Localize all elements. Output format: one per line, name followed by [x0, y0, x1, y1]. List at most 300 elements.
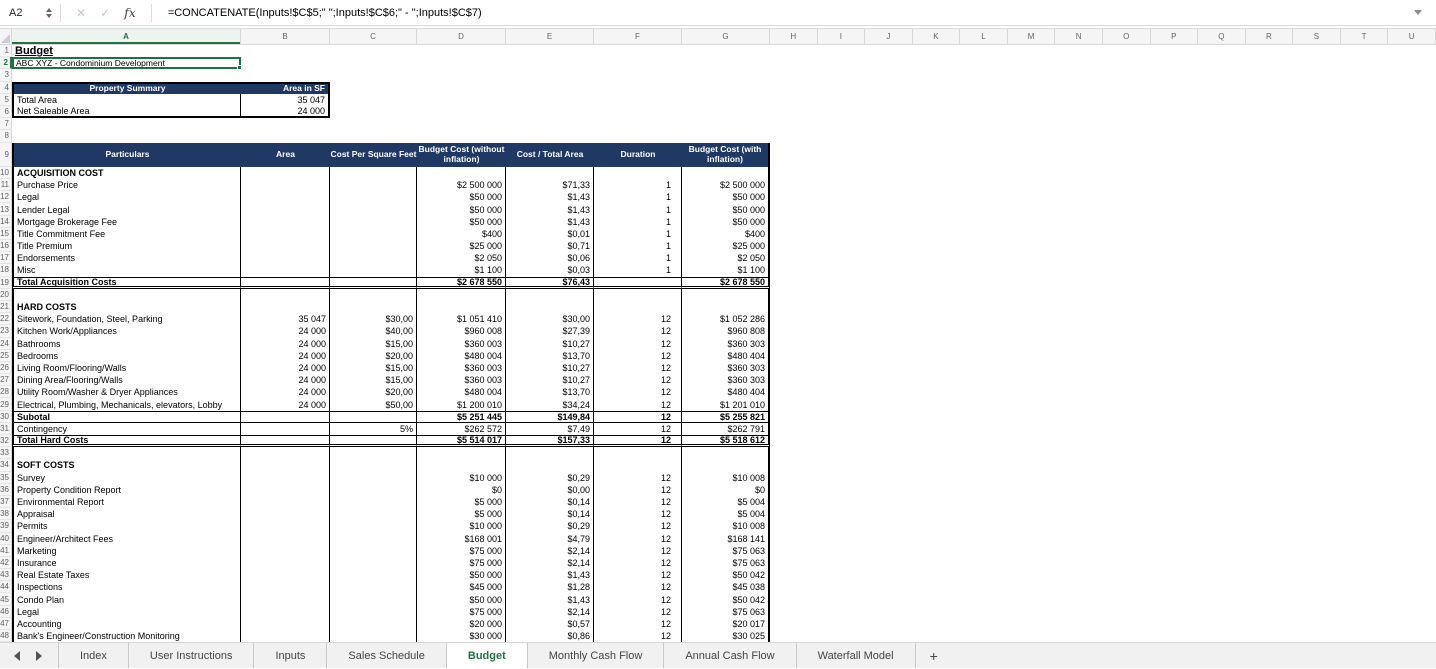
cell-B42[interactable] [241, 557, 330, 569]
cell-D29[interactable]: $1 200 010 [417, 398, 506, 410]
cell-B20[interactable] [241, 289, 330, 301]
cell-G39[interactable]: $10 008 [682, 520, 770, 532]
cell-B11[interactable] [241, 179, 330, 191]
cell-B9[interactable]: Area [241, 143, 330, 167]
column-header-P[interactable]: P [1151, 29, 1199, 44]
row-number-12[interactable]: 12 [0, 191, 12, 203]
cell-B46[interactable] [241, 606, 330, 618]
cell-D20[interactable] [417, 289, 506, 301]
cell-A39[interactable]: Permits [12, 520, 241, 532]
cell-A16[interactable]: Title Premium [12, 240, 241, 252]
column-header-H[interactable]: H [770, 29, 818, 44]
cell-A11[interactable]: Purchase Price [12, 179, 241, 191]
cell-G34[interactable] [682, 459, 770, 471]
cell-B28[interactable]: 24 000 [241, 386, 330, 398]
cell-A41[interactable]: Marketing [12, 545, 241, 557]
cell-E33[interactable] [506, 447, 594, 459]
cell-C47[interactable] [330, 618, 417, 630]
cell-E18[interactable]: $0,03 [506, 264, 594, 276]
cell-G40[interactable]: $168 141 [682, 533, 770, 545]
row-number-45[interactable]: 45 [0, 593, 12, 605]
cell-F45[interactable]: 12 [594, 593, 682, 605]
cell-E30[interactable]: $149,84 [506, 411, 594, 423]
cell-C27[interactable]: $15,00 [330, 374, 417, 386]
cell-C29[interactable]: $50,00 [330, 398, 417, 410]
row-number-47[interactable]: 47 [0, 618, 12, 630]
cell-G25[interactable]: $480 404 [682, 350, 770, 362]
cell-E22[interactable]: $30,00 [506, 313, 594, 325]
sheet-tab-index[interactable]: Index [58, 643, 129, 668]
cell-G44[interactable]: $45 038 [682, 581, 770, 593]
cell-A12[interactable]: Legal [12, 191, 241, 203]
cell-E35[interactable]: $0,29 [506, 472, 594, 484]
cell-A15[interactable]: Title Commitment Fee [12, 228, 241, 240]
cell-A17[interactable]: Endorsements [12, 252, 241, 264]
row-number-21[interactable]: 21 [0, 301, 12, 313]
row-number-16[interactable]: 16 [0, 240, 12, 252]
cell-B48[interactable] [241, 630, 330, 642]
cell-A27[interactable]: Dining Area/Flooring/Walls [12, 374, 241, 386]
cell-F29[interactable]: 12 [594, 398, 682, 410]
cell-E45[interactable]: $1,43 [506, 593, 594, 605]
row-number-25[interactable]: 25 [0, 350, 12, 362]
cell-A45[interactable]: Condo Plan [12, 593, 241, 605]
column-header-J[interactable]: J [865, 29, 913, 44]
cell-D31[interactable]: $262 572 [417, 423, 506, 435]
cell-C16[interactable] [330, 240, 417, 252]
cell-D15[interactable]: $400 [417, 228, 506, 240]
cell-G9[interactable]: Budget Cost (with inflation) [682, 143, 770, 167]
name-box[interactable]: A2 [9, 6, 23, 19]
cell-G19[interactable]: $2 678 550 [682, 277, 770, 289]
cell-E15[interactable]: $0,01 [506, 228, 594, 240]
cell-D36[interactable]: $0 [417, 484, 506, 496]
cell-F35[interactable]: 12 [594, 472, 682, 484]
sheet-tab-sales-schedule[interactable]: Sales Schedule [327, 643, 446, 668]
cell-F44[interactable]: 12 [594, 581, 682, 593]
cell-D45[interactable]: $50 000 [417, 593, 506, 605]
sheet-tab-waterfall-model[interactable]: Waterfall Model [797, 643, 916, 668]
cell-G15[interactable]: $400 [682, 228, 770, 240]
cell-D9[interactable]: Budget Cost (without inflation) [417, 143, 506, 167]
cell-D34[interactable] [417, 459, 506, 471]
sheet-tab-inputs[interactable]: Inputs [254, 643, 327, 668]
cell-B10[interactable] [241, 167, 330, 179]
row-number-13[interactable]: 13 [0, 203, 12, 215]
cell-F38[interactable]: 12 [594, 508, 682, 520]
cell-B29[interactable]: 24 000 [241, 398, 330, 410]
cell-C20[interactable] [330, 289, 417, 301]
cell-F25[interactable]: 12 [594, 350, 682, 362]
cell-B16[interactable] [241, 240, 330, 252]
cell-D23[interactable]: $960 008 [417, 325, 506, 337]
cell-D42[interactable]: $75 000 [417, 557, 506, 569]
row-number-8[interactable]: 8 [0, 130, 12, 142]
cell-B12[interactable] [241, 191, 330, 203]
cell-A33[interactable] [12, 447, 241, 459]
cell-A18[interactable]: Misc [12, 264, 241, 276]
cell-C18[interactable] [330, 264, 417, 276]
cell-B32[interactable] [241, 435, 330, 447]
cell-A20[interactable] [12, 289, 241, 301]
row-number-38[interactable]: 38 [0, 508, 12, 520]
cell-C21[interactable] [330, 301, 417, 313]
cell-B18[interactable] [241, 264, 330, 276]
cell-D16[interactable]: $25 000 [417, 240, 506, 252]
cell-F17[interactable]: 1 [594, 252, 682, 264]
cell-C22[interactable]: $30,00 [330, 313, 417, 325]
cell-E46[interactable]: $2,14 [506, 606, 594, 618]
row-number-10[interactable]: 10 [0, 167, 12, 179]
cell-G32[interactable]: $5 518 612 [682, 435, 770, 447]
cell-F23[interactable]: 12 [594, 325, 682, 337]
cell-C37[interactable] [330, 496, 417, 508]
cell-B14[interactable] [241, 216, 330, 228]
cell-B6[interactable]: 24 000 [241, 106, 330, 118]
sheet-tab-annual-cash-flow[interactable]: Annual Cash Flow [664, 643, 796, 668]
select-all-corner[interactable] [0, 29, 12, 44]
cell-D26[interactable]: $360 003 [417, 362, 506, 374]
cell-C13[interactable] [330, 203, 417, 215]
cell-B17[interactable] [241, 252, 330, 264]
cell-F12[interactable]: 1 [594, 191, 682, 203]
cell-A24[interactable]: Bathrooms [12, 338, 241, 350]
cell-A25[interactable]: Bedrooms [12, 350, 241, 362]
cell-C10[interactable] [330, 167, 417, 179]
cell-A44[interactable]: Inspections [12, 581, 241, 593]
cell-E12[interactable]: $1,43 [506, 191, 594, 203]
cell-G11[interactable]: $2 500 000 [682, 179, 770, 191]
cell-B25[interactable]: 24 000 [241, 350, 330, 362]
cell-G28[interactable]: $480 404 [682, 386, 770, 398]
cell-G26[interactable]: $360 303 [682, 362, 770, 374]
formula-input[interactable]: =CONCATENATE(Inputs!$C$5;" ";Inputs!$C$6;" - ";Inputs!$C$7) [167, 6, 482, 19]
cell-C12[interactable] [330, 191, 417, 203]
cell-E21[interactable] [506, 301, 594, 313]
cell-A42[interactable]: Insurance [12, 557, 241, 569]
cell-E19[interactable]: $76,43 [506, 277, 594, 289]
cell-E13[interactable]: $1,43 [506, 203, 594, 215]
cell-G30[interactable]: $5 255 821 [682, 411, 770, 423]
row-number-23[interactable]: 23 [0, 325, 12, 337]
cell-F36[interactable]: 12 [594, 484, 682, 496]
column-header-D[interactable]: D [417, 29, 506, 44]
cell-C45[interactable] [330, 593, 417, 605]
cell-B41[interactable] [241, 545, 330, 557]
cell-B27[interactable]: 24 000 [241, 374, 330, 386]
row-number-20[interactable]: 20 [0, 289, 12, 301]
cell-A46[interactable]: Legal [12, 606, 241, 618]
cell-B22[interactable]: 35 047 [241, 313, 330, 325]
cell-F19[interactable] [594, 277, 682, 289]
row-number-29[interactable]: 29 [0, 398, 12, 410]
cell-B43[interactable] [241, 569, 330, 581]
cell-F30[interactable]: 12 [594, 411, 682, 423]
cell-F46[interactable]: 12 [594, 606, 682, 618]
cell-A48[interactable]: Bank's Engineer/Construction Monitoring [12, 630, 241, 642]
cell-C38[interactable] [330, 508, 417, 520]
row-number-1[interactable]: 1 [0, 45, 12, 57]
cell-B24[interactable]: 24 000 [241, 338, 330, 350]
cell-A38[interactable]: Appraisal [12, 508, 241, 520]
sheet-tab-user-instructions[interactable]: User Instructions [129, 643, 255, 668]
cell-G20[interactable] [682, 289, 770, 301]
cell-C11[interactable] [330, 179, 417, 191]
cell-G10[interactable] [682, 167, 770, 179]
cell-F27[interactable]: 12 [594, 374, 682, 386]
cell-A10[interactable]: ACQUISITION COST [12, 167, 241, 179]
cell-C23[interactable]: $40,00 [330, 325, 417, 337]
cell-D44[interactable]: $45 000 [417, 581, 506, 593]
cell-D25[interactable]: $480 004 [417, 350, 506, 362]
cell-D47[interactable]: $20 000 [417, 618, 506, 630]
cell-F39[interactable]: 12 [594, 520, 682, 532]
cell-G31[interactable]: $262 791 [682, 423, 770, 435]
cell-A19[interactable]: Total Acquisition Costs [12, 277, 241, 289]
cell-B4[interactable]: Area in SF [241, 82, 330, 94]
cell-G38[interactable]: $5 004 [682, 508, 770, 520]
cell-G21[interactable] [682, 301, 770, 313]
cell-D24[interactable]: $360 003 [417, 338, 506, 350]
cell-F16[interactable]: 1 [594, 240, 682, 252]
row-number-27[interactable]: 27 [0, 374, 12, 386]
row-number-15[interactable]: 15 [0, 228, 12, 240]
cell-G46[interactable]: $75 063 [682, 606, 770, 618]
cell-A22[interactable]: Sitework, Foundation, Steel, Parking [12, 313, 241, 325]
cell-C17[interactable] [330, 252, 417, 264]
cell-A31[interactable]: Contingency [12, 423, 241, 435]
prev-sheet-icon[interactable] [14, 651, 20, 661]
cell-C48[interactable] [330, 630, 417, 642]
cell-A14[interactable]: Mortgage Brokerage Fee [12, 216, 241, 228]
cell-C36[interactable] [330, 484, 417, 496]
cell-D40[interactable]: $168 001 [417, 533, 506, 545]
sheet-tab-monthly-cash-flow[interactable]: Monthly Cash Flow [528, 643, 665, 668]
column-header-T[interactable]: T [1341, 29, 1389, 44]
fill-handle[interactable] [237, 65, 242, 70]
row-number-2[interactable]: 2 [0, 57, 12, 69]
cell-G17[interactable]: $2 050 [682, 252, 770, 264]
cell-G43[interactable]: $50 042 [682, 569, 770, 581]
cell-B40[interactable] [241, 533, 330, 545]
cell-F9[interactable]: Duration [594, 143, 682, 167]
cell-F33[interactable] [594, 447, 682, 459]
row-number-48[interactable]: 48 [0, 630, 12, 642]
cell-B31[interactable] [241, 423, 330, 435]
cell-D14[interactable]: $50 000 [417, 216, 506, 228]
cell-E48[interactable]: $0,86 [506, 630, 594, 642]
cell-D43[interactable]: $50 000 [417, 569, 506, 581]
cell-E39[interactable]: $0,29 [506, 520, 594, 532]
row-number-24[interactable]: 24 [0, 338, 12, 350]
formula-bar-expand-icon[interactable] [1414, 10, 1422, 15]
cell-F28[interactable]: 12 [594, 386, 682, 398]
cell-C14[interactable] [330, 216, 417, 228]
column-header-B[interactable]: B [241, 29, 330, 44]
cell-B37[interactable] [241, 496, 330, 508]
cell-A26[interactable]: Living Room/Flooring/Walls [12, 362, 241, 374]
cell-E32[interactable]: $157,33 [506, 435, 594, 447]
cell-D10[interactable] [417, 167, 506, 179]
row-number-34[interactable]: 34 [0, 459, 12, 471]
row-number-22[interactable]: 22 [0, 313, 12, 325]
row-number-32[interactable]: 32 [0, 435, 12, 447]
cell-G22[interactable]: $1 052 286 [682, 313, 770, 325]
cell-A9[interactable]: Particulars [12, 143, 241, 167]
cell-G13[interactable]: $50 000 [682, 203, 770, 215]
cell-B30[interactable] [241, 411, 330, 423]
cell-A34[interactable]: SOFT COSTS [12, 459, 241, 471]
column-header-K[interactable]: K [913, 29, 961, 44]
cell-E17[interactable]: $0,06 [506, 252, 594, 264]
cell-D41[interactable]: $75 000 [417, 545, 506, 557]
cell-F22[interactable]: 12 [594, 313, 682, 325]
cell-E16[interactable]: $0,71 [506, 240, 594, 252]
row-number-44[interactable]: 44 [0, 581, 12, 593]
cell-D17[interactable]: $2 050 [417, 252, 506, 264]
column-header-O[interactable]: O [1103, 29, 1151, 44]
cell-G45[interactable]: $50 042 [682, 593, 770, 605]
cell-E20[interactable] [506, 289, 594, 301]
cell-F40[interactable]: 12 [594, 533, 682, 545]
cell-D33[interactable] [417, 447, 506, 459]
cell-B34[interactable] [241, 459, 330, 471]
cell-C42[interactable] [330, 557, 417, 569]
column-header-C[interactable]: C [330, 29, 417, 44]
cell-B47[interactable] [241, 618, 330, 630]
cell-B15[interactable] [241, 228, 330, 240]
row-number-42[interactable]: 42 [0, 557, 12, 569]
cell-C35[interactable] [330, 472, 417, 484]
cell-D32[interactable]: $5 514 017 [417, 435, 506, 447]
cell-F21[interactable] [594, 301, 682, 313]
cell-A35[interactable]: Survey [12, 472, 241, 484]
cell-A4[interactable]: Property Summary [12, 82, 241, 94]
row-number-37[interactable]: 37 [0, 496, 12, 508]
cell-A6[interactable]: Net Saleable Area [12, 106, 241, 118]
cell-D30[interactable]: $5 251 445 [417, 411, 506, 423]
cell-B36[interactable] [241, 484, 330, 496]
cell-E31[interactable]: $7,49 [506, 423, 594, 435]
cell-A29[interactable]: Electrical, Plumbing, Mechanicals, elevators, Lobby [12, 398, 241, 410]
cell-F42[interactable]: 12 [594, 557, 682, 569]
cell-G16[interactable]: $25 000 [682, 240, 770, 252]
cell-D21[interactable] [417, 301, 506, 313]
cell-F37[interactable]: 12 [594, 496, 682, 508]
cell-E29[interactable]: $34,24 [506, 398, 594, 410]
cell-F11[interactable]: 1 [594, 179, 682, 191]
cancel-icon[interactable]: ✕ [76, 5, 87, 20]
spinner-up-icon[interactable] [46, 8, 52, 12]
cell-E25[interactable]: $13,70 [506, 350, 594, 362]
cell-B38[interactable] [241, 508, 330, 520]
spinner-down-icon[interactable] [46, 14, 52, 18]
cell-C39[interactable] [330, 520, 417, 532]
cell-G27[interactable]: $360 303 [682, 374, 770, 386]
cell-C26[interactable]: $15,00 [330, 362, 417, 374]
cell-G37[interactable]: $5 004 [682, 496, 770, 508]
cell-A30[interactable]: Subotal [12, 411, 241, 423]
sheet-tab-budget[interactable]: Budget [447, 643, 528, 668]
cell-B35[interactable] [241, 472, 330, 484]
cell-F10[interactable] [594, 167, 682, 179]
cell-C30[interactable] [330, 411, 417, 423]
row-number-43[interactable]: 43 [0, 569, 12, 581]
row-number-6[interactable]: 6 [0, 106, 12, 118]
column-header-F[interactable]: F [594, 29, 682, 44]
cell-C43[interactable] [330, 569, 417, 581]
cell-F47[interactable]: 12 [594, 618, 682, 630]
column-header-L[interactable]: L [960, 29, 1008, 44]
cell-G12[interactable]: $50 000 [682, 191, 770, 203]
cell-E14[interactable]: $1,43 [506, 216, 594, 228]
cell-G24[interactable]: $360 303 [682, 338, 770, 350]
cell-B33[interactable] [241, 447, 330, 459]
cell-G14[interactable]: $50 000 [682, 216, 770, 228]
cell-C9[interactable]: Cost Per Square Feet [330, 143, 417, 167]
cell-D37[interactable]: $5 000 [417, 496, 506, 508]
cell-E40[interactable]: $4,79 [506, 533, 594, 545]
cell-A40[interactable]: Engineer/Architect Fees [12, 533, 241, 545]
cell-C33[interactable] [330, 447, 417, 459]
cell-E9[interactable]: Cost / Total Area [506, 143, 594, 167]
cell-G33[interactable] [682, 447, 770, 459]
row-number-36[interactable]: 36 [0, 484, 12, 496]
cell-F14[interactable]: 1 [594, 216, 682, 228]
column-header-M[interactable]: M [1008, 29, 1056, 44]
next-sheet-icon[interactable] [36, 651, 42, 661]
add-sheet-button[interactable]: + [929, 647, 938, 664]
cell-G48[interactable]: $30 025 [682, 630, 770, 642]
row-number-40[interactable]: 40 [0, 533, 12, 545]
row-number-9[interactable]: 9 [0, 143, 12, 167]
row-number-41[interactable]: 41 [0, 545, 12, 557]
row-number-4[interactable]: 4 [0, 82, 12, 94]
cell-E43[interactable]: $1,43 [506, 569, 594, 581]
column-header-E[interactable]: E [506, 29, 594, 44]
cell-F43[interactable]: 12 [594, 569, 682, 581]
cell-D19[interactable]: $2 678 550 [417, 277, 506, 289]
cell-A23[interactable]: Kitchen Work/Appliances [12, 325, 241, 337]
cell-A28[interactable]: Utility Room/Washer & Dryer Appliances [12, 386, 241, 398]
cell-B44[interactable] [241, 581, 330, 593]
cell-A2[interactable]: ABC XYZ - Condominium Development [12, 57, 241, 69]
row-number-18[interactable]: 18 [0, 264, 12, 276]
cell-C34[interactable] [330, 459, 417, 471]
cell-F20[interactable] [594, 289, 682, 301]
cell-G35[interactable]: $10 008 [682, 472, 770, 484]
cell-G41[interactable]: $75 063 [682, 545, 770, 557]
cell-B19[interactable] [241, 277, 330, 289]
cell-D39[interactable]: $10 000 [417, 520, 506, 532]
cell-B23[interactable]: 24 000 [241, 325, 330, 337]
cell-B5[interactable]: 35 047 [241, 94, 330, 106]
row-number-46[interactable]: 46 [0, 606, 12, 618]
cell-B45[interactable] [241, 593, 330, 605]
row-number-35[interactable]: 35 [0, 472, 12, 484]
cell-D18[interactable]: $1 100 [417, 264, 506, 276]
cell-E41[interactable]: $2,14 [506, 545, 594, 557]
name-box-spinner[interactable] [46, 8, 52, 18]
cell-A47[interactable]: Accounting [12, 618, 241, 630]
cell-C24[interactable]: $15,00 [330, 338, 417, 350]
cell-F26[interactable]: 12 [594, 362, 682, 374]
cell-A37[interactable]: Environmental Report [12, 496, 241, 508]
cell-E36[interactable]: $0,00 [506, 484, 594, 496]
cell-A43[interactable]: Real Estate Taxes [12, 569, 241, 581]
cell-C28[interactable]: $20,00 [330, 386, 417, 398]
column-header-N[interactable]: N [1055, 29, 1103, 44]
